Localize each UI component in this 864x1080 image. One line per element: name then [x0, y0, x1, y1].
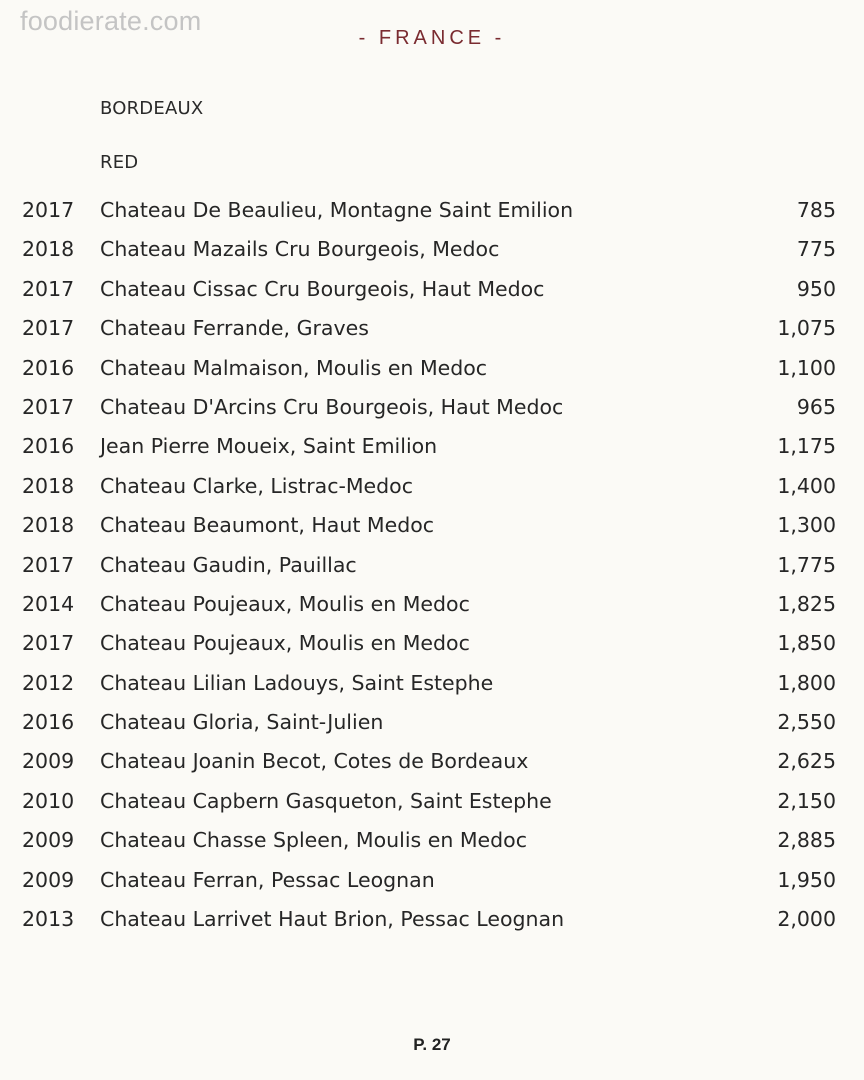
wine-price: 2,885: [777, 828, 836, 853]
wine-price: 1,775: [777, 552, 836, 577]
wine-row: [0, 669, 864, 708]
wine-price: 1,075: [777, 316, 836, 341]
wine-vintage: 2013: [22, 907, 75, 932]
wine-row: [0, 629, 864, 668]
watermark-text: foodierate.com: [20, 6, 202, 36]
wine-row: [0, 866, 864, 905]
wine-vintage: 2012: [22, 670, 75, 695]
wine-vintage: 2009: [22, 828, 75, 853]
wine-row: [0, 275, 864, 314]
wine-price: 1,100: [777, 355, 836, 380]
wine-name: Chateau Gaudin, Pauillac: [100, 552, 357, 577]
wine-price: 1,175: [777, 434, 836, 459]
wine-vintage: 2017: [22, 631, 75, 656]
region-heading: BORDEAUX: [100, 98, 204, 119]
wine-vintage: 2014: [22, 591, 75, 616]
wine-row: [0, 472, 864, 511]
wine-price: 965: [796, 394, 836, 419]
page-number: P. 27: [413, 1035, 451, 1054]
wine-price: 1,950: [777, 867, 836, 892]
wine-name: Chateau Beaumont, Haut Medoc: [100, 513, 435, 538]
wine-price: 1,850: [777, 631, 836, 656]
wine-price: 1,825: [777, 591, 836, 616]
wine-row: [0, 905, 864, 944]
wine-price: 1,400: [777, 473, 836, 498]
wine-vintage: 2009: [22, 867, 75, 892]
wine-price: 2,150: [777, 788, 836, 813]
wine-vintage: 2017: [22, 552, 75, 577]
wine-row: [0, 432, 864, 471]
country-heading: - FRANCE -: [358, 27, 506, 49]
wine-name: Chateau Gloria, Saint-Julien: [100, 710, 384, 735]
wine-price: 785: [796, 198, 836, 222]
wine-name: Chateau D'Arcins Cru Bourgeois, Haut Medoc: [100, 394, 564, 419]
wine-row: [0, 393, 864, 432]
wine-vintage: 2010: [22, 788, 75, 813]
wine-name: Jean Pierre Moueix, Saint Emilion: [100, 434, 438, 459]
wine-price: 2,550: [777, 710, 836, 735]
wine-name: Chateau Lilian Ladouys, Saint Estephe: [100, 670, 494, 695]
wine-row: [0, 314, 864, 353]
wine-vintage: 2018: [22, 513, 75, 538]
wine-name: Chateau Cissac Cru Bourgeois, Haut Medoc: [100, 276, 545, 301]
wine-row: [0, 590, 864, 629]
wine-row: [0, 787, 864, 826]
wine-price: 950: [796, 276, 836, 301]
wine-name: Chateau Ferrande, Graves: [100, 316, 369, 341]
wine-vintage: 2017: [22, 198, 75, 222]
wine-row: [0, 354, 864, 393]
wine-name: Chateau Ferran, Pessac Leognan: [100, 867, 435, 892]
wine-price: 1,800: [777, 670, 836, 695]
wine-name: Chateau Chasse Spleen, Moulis en Medoc: [100, 828, 527, 853]
wine-row: [0, 551, 864, 590]
wine-price: 775: [796, 237, 836, 262]
wine-name: Chateau Mazails Cru Bourgeois, Medoc: [100, 237, 500, 262]
wine-vintage: 2009: [22, 749, 75, 774]
wine-vintage: 2018: [22, 237, 75, 262]
wine-price: 1,300: [777, 513, 836, 538]
wine-list: [0, 196, 864, 944]
wine-name: Chateau Poujeaux, Moulis en Medoc: [100, 631, 470, 656]
wine-vintage: 2016: [22, 434, 75, 459]
wine-row: [0, 196, 864, 235]
wine-row: [0, 511, 864, 550]
wine-row: [0, 708, 864, 747]
wine-row: [0, 747, 864, 786]
wine-type-heading: RED: [100, 152, 139, 173]
wine-price: 2,625: [777, 749, 836, 774]
wine-name: Chateau Larrivet Haut Brion, Pessac Leognan: [100, 907, 565, 932]
wine-row: [0, 826, 864, 865]
wine-price: 2,000: [777, 907, 836, 932]
wine-row: [0, 235, 864, 274]
wine-vintage: 2017: [22, 394, 75, 419]
wine-name: Chateau Clarke, Listrac-Medoc: [100, 473, 413, 498]
wine-vintage: 2018: [22, 473, 75, 498]
wine-name: Chateau Poujeaux, Moulis en Medoc: [100, 591, 470, 616]
wine-vintage: 2016: [22, 355, 75, 380]
wine-vintage: 2017: [22, 316, 75, 341]
wine-name: Chateau Capbern Gasqueton, Saint Estephe: [100, 788, 552, 813]
wine-name: Chateau Malmaison, Moulis en Medoc: [100, 355, 488, 380]
wine-vintage: 2017: [22, 276, 75, 301]
wine-name: Chateau De Beaulieu, Montagne Saint Emilion: [100, 198, 574, 222]
wine-vintage: 2016: [22, 710, 75, 735]
wine-name: Chateau Joanin Becot, Cotes de Bordeaux: [100, 749, 529, 774]
